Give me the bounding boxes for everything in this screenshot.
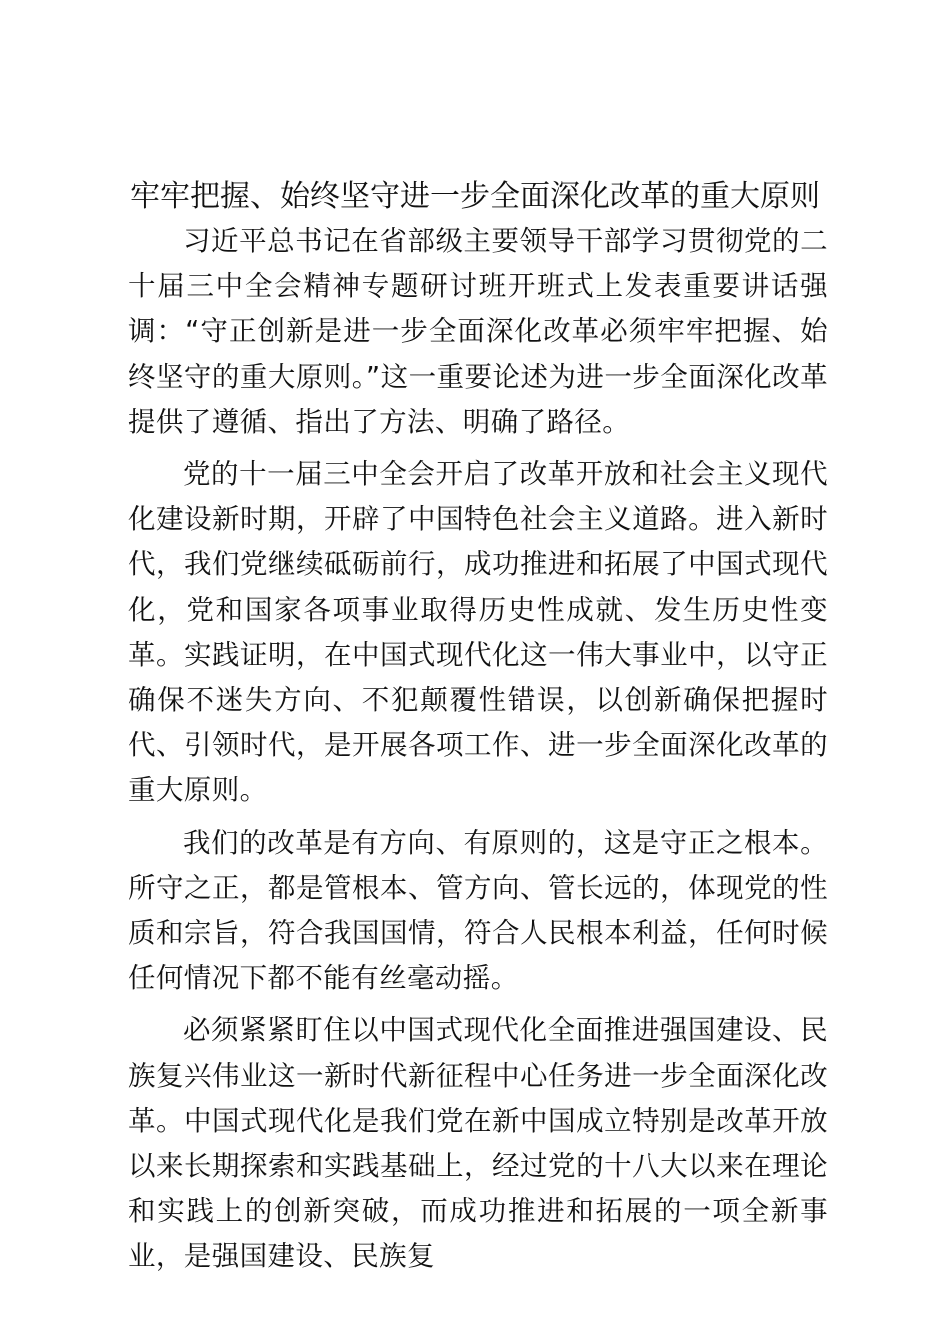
paragraph-4: 必须紧紧盯住以中国式现代化全面推进强国建设、民族复兴伟业这一新时代新征程中心任务进一步全面深化改革。中国式现代化是我们党在新中国成立特别是改革开放以来长期探索和实践基础上，经过党的十八大以来在理论和实践上的创新突破，而成功推进和拓展的一项全新事业，是强国建设、民族复 [128,1014,828,1273]
document-title: 牢牢把握、始终坚守进一步全面深化改革的重大原则 [130,179,820,214]
paragraph-3: 我们的改革是有方向、有原则的，这是守正之根本。所守之正，都是管根本、管方向、管长远的，体现党的性质和宗旨，符合我国国情，符合人民根本利益，任何时候任何情况下都不能有丝毫动摇。 [128,826,828,995]
paragraph-2: 党的十一届三中全会开启了改革开放和社会主义现代化建设新时期，开辟了中国特色社会主义道路。进入新时代，我们党继续砥砺前行，成功推进和拓展了中国式现代化，党和国家各项事业取得历史性成就、发生历史性变革。实践证明，在中国式现代化这一伟大事业中，以守正确保不迷失方向、不犯颠覆性错误，以创新确保把握时代、引领时代，是开展各项工作、进一步全面深化改革的重大原则。 [128,458,828,807]
document-body [128,219,828,1287]
paragraph-1: 习近平总书记在省部级主要领导干部学习贯彻党的二十届三中全会精神专题研讨班开班式上发表重要讲话强调：“守正创新是进一步全面深化改革必须牢牢把握、始终坚守的重大原则。”这一重要论述为进一步全面深化改革提供了遵循、指出了方法、明确了路径。 [128,225,828,438]
